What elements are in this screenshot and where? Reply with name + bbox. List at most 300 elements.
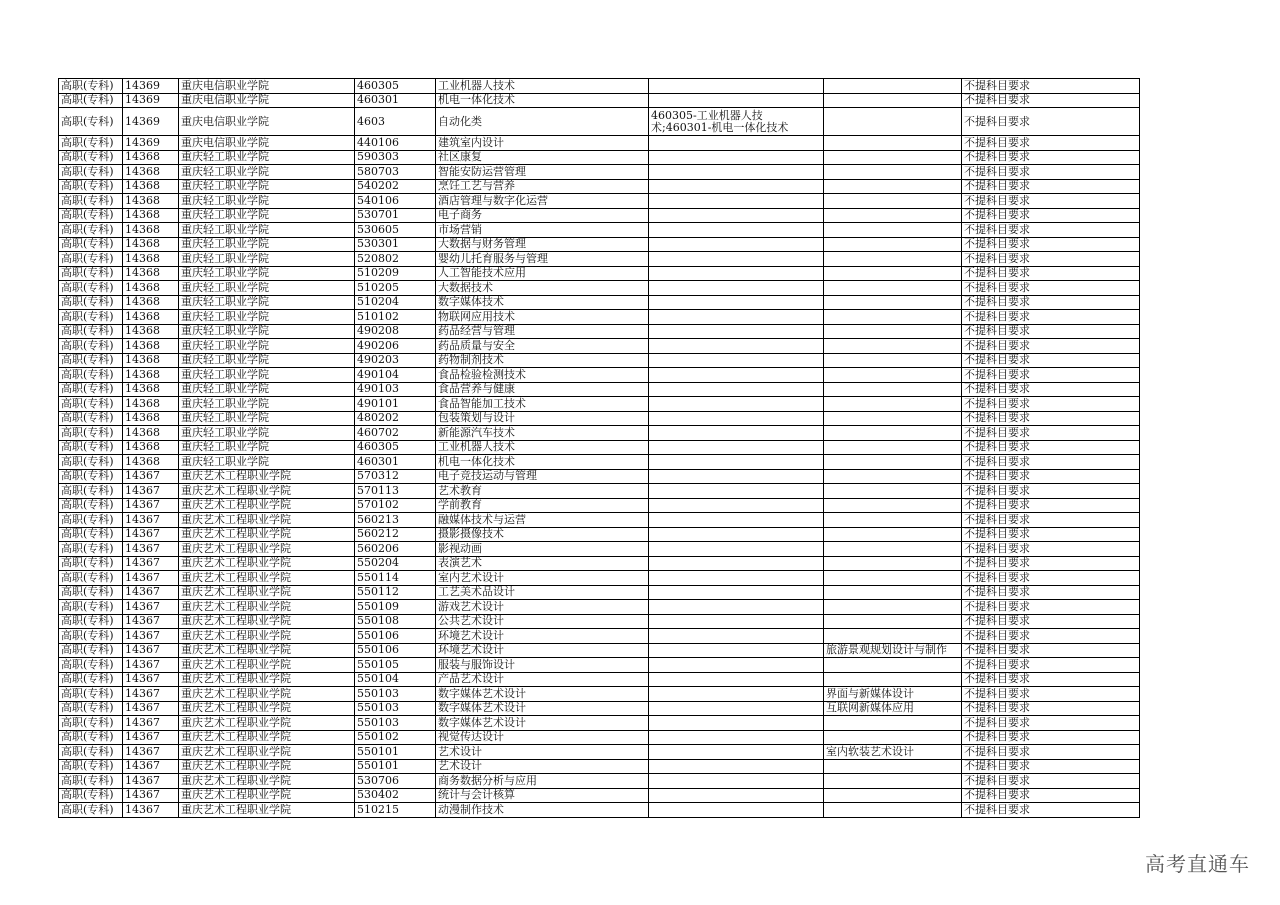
included-majors-cell [649,136,824,151]
included-majors-cell [649,585,824,600]
school-code-cell: 14368 [123,440,179,455]
major-name-cell: 工业机器人技术 [436,79,649,94]
major-name-cell: 数字媒体艺术设计 [436,701,649,716]
level-cell: 高职(专科) [59,324,123,339]
level-cell: 高职(专科) [59,339,123,354]
included-majors-cell [649,643,824,658]
level-cell: 高职(专科) [59,730,123,745]
direction-cell: 界面与新媒体设计 [824,687,962,702]
school-code-cell: 14367 [123,774,179,789]
included-majors-cell [649,701,824,716]
direction-cell [824,353,962,368]
table-row [59,484,1140,499]
direction-cell [824,672,962,687]
school-code-cell: 14368 [123,223,179,238]
direction-cell [824,542,962,557]
included-majors-cell [649,455,824,470]
major-code-cell: 550106 [355,643,436,658]
table-row [59,759,1140,774]
major-name-cell: 婴幼儿托育服务与管理 [436,252,649,267]
school-code-cell: 14367 [123,614,179,629]
subject-requirement-cell: 不提科目要求 [962,716,1140,731]
school-name-cell: 重庆轻工职业学院 [179,440,355,455]
level-cell: 高职(专科) [59,759,123,774]
included-majors-cell [649,411,824,426]
included-majors-cell [649,498,824,513]
included-majors-cell [649,629,824,644]
school-name-cell: 重庆艺术工程职业学院 [179,745,355,760]
school-name-cell: 重庆轻工职业学院 [179,353,355,368]
subject-requirement-cell: 不提科目要求 [962,339,1140,354]
direction-cell [824,310,962,325]
school-code-cell: 14367 [123,643,179,658]
table-row [59,629,1140,644]
subject-requirement-cell: 不提科目要求 [962,281,1140,296]
level-cell: 高职(专科) [59,542,123,557]
major-name-cell: 机电一体化技术 [436,93,649,108]
level-cell: 高职(专科) [59,150,123,165]
table-row [59,730,1140,745]
major-name-cell: 机电一体化技术 [436,455,649,470]
major-code-cell: 570102 [355,498,436,513]
included-majors-cell [649,716,824,731]
direction-cell [824,513,962,528]
level-cell: 高职(专科) [59,397,123,412]
included-majors-cell [649,672,824,687]
table-row [59,295,1140,310]
included-majors-cell [649,310,824,325]
school-code-cell: 14367 [123,701,179,716]
school-code-cell: 14368 [123,339,179,354]
direction-cell [824,194,962,209]
level-cell: 高职(专科) [59,353,123,368]
subject-requirement-cell: 不提科目要求 [962,108,1140,136]
major-name-cell: 公共艺术设计 [436,614,649,629]
school-code-cell: 14367 [123,803,179,818]
school-name-cell: 重庆轻工职业学院 [179,397,355,412]
table-row [59,716,1140,731]
school-code-cell: 14367 [123,513,179,528]
subject-requirement-cell: 不提科目要求 [962,310,1140,325]
direction-cell [824,411,962,426]
level-cell: 高职(专科) [59,281,123,296]
school-code-cell: 14367 [123,788,179,803]
included-majors-cell [649,165,824,180]
school-name-cell: 重庆艺术工程职业学院 [179,542,355,557]
table-row [59,150,1140,165]
level-cell: 高职(专科) [59,252,123,267]
subject-requirement-cell: 不提科目要求 [962,658,1140,673]
school-name-cell: 重庆艺术工程职业学院 [179,484,355,499]
included-majors-cell [649,179,824,194]
included-majors-cell [649,237,824,252]
major-name-cell: 艺术教育 [436,484,649,499]
major-code-cell: 560212 [355,527,436,542]
subject-requirement-cell: 不提科目要求 [962,484,1140,499]
subject-requirement-cell: 不提科目要求 [962,411,1140,426]
watermark-text: 高考直通车 [1145,852,1250,876]
table-row [59,368,1140,383]
level-cell: 高职(专科) [59,368,123,383]
included-majors-cell [649,440,824,455]
direction-cell [824,136,962,151]
subject-requirement-cell: 不提科目要求 [962,382,1140,397]
school-code-cell: 14367 [123,556,179,571]
major-name-cell: 艺术设计 [436,759,649,774]
subject-requirement-cell: 不提科目要求 [962,629,1140,644]
direction-cell [824,788,962,803]
school-code-cell: 14368 [123,208,179,223]
included-majors-cell [649,426,824,441]
included-majors-cell [649,687,824,702]
school-code-cell: 14367 [123,687,179,702]
school-code-cell: 14368 [123,295,179,310]
direction-cell [824,368,962,383]
level-cell: 高职(专科) [59,295,123,310]
school-name-cell: 重庆轻工职业学院 [179,426,355,441]
table-row [59,339,1140,354]
table-row [59,643,1140,658]
level-cell: 高职(专科) [59,556,123,571]
subject-requirement-cell: 不提科目要求 [962,295,1140,310]
level-cell: 高职(专科) [59,266,123,281]
included-majors-cell [649,295,824,310]
major-name-cell: 艺术设计 [436,745,649,760]
major-code-cell: 550101 [355,759,436,774]
direction-cell [824,324,962,339]
school-name-cell: 重庆艺术工程职业学院 [179,469,355,484]
major-code-cell: 550103 [355,716,436,731]
table-row [59,600,1140,615]
subject-requirement-cell: 不提科目要求 [962,79,1140,94]
major-name-cell: 大数据与财务管理 [436,237,649,252]
level-cell: 高职(专科) [59,513,123,528]
major-code-cell: 490203 [355,353,436,368]
included-majors-cell [649,745,824,760]
major-name-cell: 服装与服饰设计 [436,658,649,673]
subject-requirement-cell: 不提科目要求 [962,542,1140,557]
school-code-cell: 14369 [123,93,179,108]
table-row [59,687,1140,702]
subject-requirement-cell: 不提科目要求 [962,179,1140,194]
school-name-cell: 重庆艺术工程职业学院 [179,701,355,716]
level-cell: 高职(专科) [59,136,123,151]
subject-requirement-cell: 不提科目要求 [962,788,1140,803]
school-code-cell: 14368 [123,150,179,165]
subject-requirement-cell: 不提科目要求 [962,774,1140,789]
subject-requirement-cell: 不提科目要求 [962,252,1140,267]
school-name-cell: 重庆艺术工程职业学院 [179,585,355,600]
school-name-cell: 重庆轻工职业学院 [179,237,355,252]
table-row [59,658,1140,673]
school-code-cell: 14367 [123,672,179,687]
subject-requirement-cell: 不提科目要求 [962,165,1140,180]
direction-cell [824,281,962,296]
included-majors-cell [649,382,824,397]
table-row [59,571,1140,586]
direction-cell [824,237,962,252]
school-code-cell: 14369 [123,108,179,136]
level-cell: 高职(专科) [59,455,123,470]
included-majors-cell [649,788,824,803]
school-code-cell: 14368 [123,281,179,296]
school-name-cell: 重庆艺术工程职业学院 [179,672,355,687]
school-code-cell: 14367 [123,484,179,499]
major-code-cell: 510204 [355,295,436,310]
major-name-cell: 影视动画 [436,542,649,557]
level-cell: 高职(专科) [59,411,123,426]
major-code-cell: 510209 [355,266,436,281]
major-name-cell: 融媒体技术与运营 [436,513,649,528]
major-name-cell: 人工智能技术应用 [436,266,649,281]
table-row [59,774,1140,789]
included-majors-cell [649,527,824,542]
major-name-cell: 药品经营与管理 [436,324,649,339]
level-cell: 高职(专科) [59,484,123,499]
direction-cell [824,79,962,94]
school-name-cell: 重庆轻工职业学院 [179,208,355,223]
school-name-cell: 重庆电信职业学院 [179,79,355,94]
subject-requirement-cell: 不提科目要求 [962,600,1140,615]
subject-requirement-cell: 不提科目要求 [962,150,1140,165]
major-code-cell: 510215 [355,803,436,818]
school-name-cell: 重庆电信职业学院 [179,108,355,136]
school-code-cell: 14368 [123,324,179,339]
school-name-cell: 重庆轻工职业学院 [179,281,355,296]
included-majors-cell [649,484,824,499]
major-code-cell: 530301 [355,237,436,252]
included-majors-cell: 460305-工业机器人技术;460301-机电一体化技术 [649,108,824,136]
major-code-cell: 480202 [355,411,436,426]
table-row [59,136,1140,151]
major-code-cell: 440106 [355,136,436,151]
school-code-cell: 14367 [123,571,179,586]
major-code-cell: 550108 [355,614,436,629]
direction-cell [824,150,962,165]
major-name-cell: 电子商务 [436,208,649,223]
level-cell: 高职(专科) [59,701,123,716]
school-code-cell: 14368 [123,310,179,325]
school-name-cell: 重庆艺术工程职业学院 [179,571,355,586]
major-code-cell: 550204 [355,556,436,571]
major-name-cell: 新能源汽车技术 [436,426,649,441]
major-name-cell: 动漫制作技术 [436,803,649,818]
major-code-cell: 460301 [355,455,436,470]
major-name-cell: 数字媒体艺术设计 [436,687,649,702]
subject-requirement-cell: 不提科目要求 [962,455,1140,470]
included-majors-cell [649,774,824,789]
level-cell: 高职(专科) [59,469,123,484]
school-name-cell: 重庆轻工职业学院 [179,455,355,470]
major-code-cell: 530701 [355,208,436,223]
school-name-cell: 重庆轻工职业学院 [179,223,355,238]
major-code-cell: 560206 [355,542,436,557]
major-code-cell: 510205 [355,281,436,296]
direction-cell [824,208,962,223]
direction-cell [824,527,962,542]
direction-cell [824,455,962,470]
table-row [59,556,1140,571]
level-cell: 高职(专科) [59,614,123,629]
major-name-cell: 自动化类 [436,108,649,136]
major-name-cell: 统计与会计核算 [436,788,649,803]
major-code-cell: 460305 [355,79,436,94]
school-name-cell: 重庆艺术工程职业学院 [179,716,355,731]
direction-cell [824,165,962,180]
level-cell: 高职(专科) [59,745,123,760]
school-name-cell: 重庆轻工职业学院 [179,339,355,354]
level-cell: 高职(专科) [59,440,123,455]
major-code-cell: 510102 [355,310,436,325]
level-cell: 高职(专科) [59,498,123,513]
major-code-cell: 570113 [355,484,436,499]
table-row [59,194,1140,209]
subject-requirement-cell: 不提科目要求 [962,223,1140,238]
major-name-cell: 智能安防运营管理 [436,165,649,180]
table-row [59,108,1140,136]
school-code-cell: 14368 [123,237,179,252]
level-cell: 高职(专科) [59,571,123,586]
school-name-cell: 重庆轻工职业学院 [179,324,355,339]
school-code-cell: 14368 [123,411,179,426]
level-cell: 高职(专科) [59,165,123,180]
table-row [59,788,1140,803]
subject-requirement-cell: 不提科目要求 [962,426,1140,441]
included-majors-cell [649,194,824,209]
school-code-cell: 14367 [123,585,179,600]
subject-requirement-cell: 不提科目要求 [962,368,1140,383]
school-code-cell: 14367 [123,542,179,557]
major-code-cell: 490208 [355,324,436,339]
school-name-cell: 重庆轻工职业学院 [179,295,355,310]
school-code-cell: 14368 [123,382,179,397]
school-name-cell: 重庆艺术工程职业学院 [179,774,355,789]
major-code-cell: 4603 [355,108,436,136]
table-row [59,324,1140,339]
included-majors-cell [649,759,824,774]
level-cell: 高职(专科) [59,310,123,325]
level-cell: 高职(专科) [59,208,123,223]
level-cell: 高职(专科) [59,643,123,658]
level-cell: 高职(专科) [59,108,123,136]
direction-cell [824,556,962,571]
subject-requirement-cell: 不提科目要求 [962,672,1140,687]
school-code-cell: 14368 [123,266,179,281]
major-code-cell: 550114 [355,571,436,586]
subject-requirement-cell: 不提科目要求 [962,614,1140,629]
school-code-cell: 14367 [123,498,179,513]
level-cell: 高职(专科) [59,79,123,94]
level-cell: 高职(专科) [59,585,123,600]
table-row [59,672,1140,687]
table-row [59,426,1140,441]
subject-requirement-cell: 不提科目要求 [962,136,1140,151]
school-name-cell: 重庆艺术工程职业学院 [179,600,355,615]
table-row [59,513,1140,528]
table-row [59,208,1140,223]
major-name-cell: 摄影摄像技术 [436,527,649,542]
included-majors-cell [649,353,824,368]
level-cell: 高职(专科) [59,788,123,803]
major-code-cell: 520802 [355,252,436,267]
major-name-cell: 数字媒体艺术设计 [436,716,649,731]
direction-cell: 旅游景观规划设计与制作 [824,643,962,658]
school-name-cell: 重庆轻工职业学院 [179,150,355,165]
school-name-cell: 重庆艺术工程职业学院 [179,730,355,745]
school-code-cell: 14367 [123,600,179,615]
school-code-cell: 14367 [123,469,179,484]
subject-requirement-cell: 不提科目要求 [962,266,1140,281]
school-name-cell: 重庆艺术工程职业学院 [179,788,355,803]
major-code-cell: 550102 [355,730,436,745]
table-row [59,252,1140,267]
major-code-cell: 550103 [355,701,436,716]
direction-cell [824,585,962,600]
major-requirements-table [58,78,1140,818]
table-row [59,179,1140,194]
school-name-cell: 重庆艺术工程职业学院 [179,527,355,542]
major-code-cell: 540202 [355,179,436,194]
direction-cell [824,266,962,281]
major-name-cell: 食品智能加工技术 [436,397,649,412]
level-cell: 高职(专科) [59,426,123,441]
major-name-cell: 电子竞技运动与管理 [436,469,649,484]
table-row [59,614,1140,629]
direction-cell [824,93,962,108]
school-name-cell: 重庆轻工职业学院 [179,266,355,281]
subject-requirement-cell: 不提科目要求 [962,527,1140,542]
major-code-cell: 460702 [355,426,436,441]
direction-cell [824,614,962,629]
direction-cell [824,223,962,238]
level-cell: 高职(专科) [59,629,123,644]
school-code-cell: 14367 [123,716,179,731]
table-row [59,79,1140,94]
included-majors-cell [649,513,824,528]
school-code-cell: 14367 [123,759,179,774]
school-code-cell: 14367 [123,658,179,673]
subject-requirement-cell: 不提科目要求 [962,324,1140,339]
school-code-cell: 14367 [123,730,179,745]
subject-requirement-cell: 不提科目要求 [962,585,1140,600]
level-cell: 高职(专科) [59,237,123,252]
subject-requirement-cell: 不提科目要求 [962,208,1140,223]
level-cell: 高职(专科) [59,716,123,731]
level-cell: 高职(专科) [59,179,123,194]
major-code-cell: 490101 [355,397,436,412]
included-majors-cell [649,324,824,339]
major-name-cell: 大数据技术 [436,281,649,296]
table-row [59,281,1140,296]
major-code-cell: 490104 [355,368,436,383]
school-name-cell: 重庆艺术工程职业学院 [179,614,355,629]
major-name-cell: 视觉传达设计 [436,730,649,745]
subject-requirement-cell: 不提科目要求 [962,469,1140,484]
included-majors-cell [649,223,824,238]
included-majors-cell [649,658,824,673]
school-name-cell: 重庆轻工职业学院 [179,194,355,209]
table-row [59,527,1140,542]
major-name-cell: 室内艺术设计 [436,571,649,586]
level-cell: 高职(专科) [59,223,123,238]
major-name-cell: 食品检验检测技术 [436,368,649,383]
level-cell: 高职(专科) [59,803,123,818]
subject-requirement-cell: 不提科目要求 [962,237,1140,252]
direction-cell [824,440,962,455]
level-cell: 高职(专科) [59,774,123,789]
direction-cell [824,295,962,310]
table-row [59,803,1140,818]
